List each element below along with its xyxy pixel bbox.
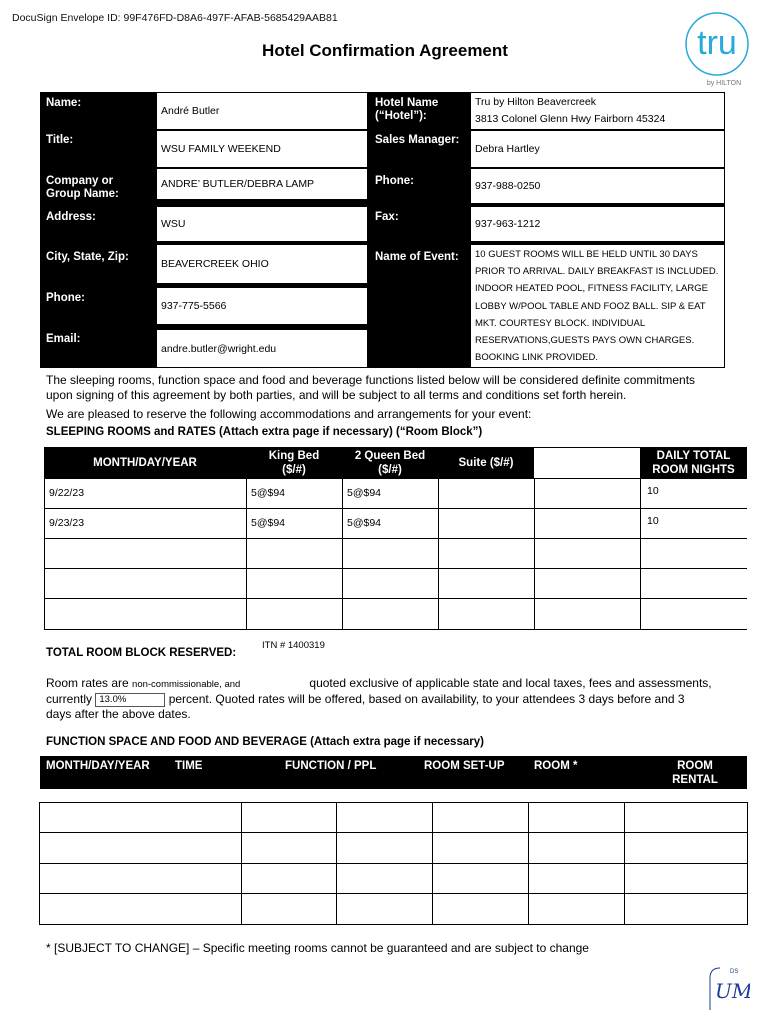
grid-line [39, 924, 748, 925]
intro-line-3: We are pleased to reserve the following accommodations and arrangements for your event: [46, 407, 532, 421]
total-room-block-label: TOTAL ROOM BLOCK RESERVED: [46, 647, 237, 659]
label-sales-manager: Sales Manager: [375, 134, 460, 146]
envelope-id: DocuSign Envelope ID: 99F476FD-D8A6-497F-AFAB-5685429AAB81 [12, 12, 338, 24]
grid-line [534, 479, 535, 630]
footnote: * [SUBJECT TO CHANGE] – Specific meeting rooms cannot be guaranteed and are subject to change [46, 941, 589, 955]
fcol-room: ROOM * [534, 760, 578, 772]
name-field[interactable]: André Butler [156, 92, 368, 130]
grid-line [39, 832, 748, 833]
grid-line [342, 479, 343, 630]
hotel-phone-field[interactable]: 937-988-0250 [470, 168, 725, 204]
hotel-name-line1: Tru by Hilton Beavercreek [475, 96, 596, 108]
col-blank [534, 448, 640, 478]
col-month-day-year: MONTH/DAY/YEAR [93, 457, 197, 469]
docusign-initials[interactable] [708, 966, 750, 1012]
grid-line [44, 598, 747, 599]
event-line: BOOKING LINK PROVIDED. [475, 352, 598, 364]
fcol-setup: ROOM SET-UP [424, 760, 505, 772]
grid-line [39, 893, 748, 894]
grid-line [44, 508, 747, 509]
event-line: RESERVATIONS,GUESTS PAYS OWN CHARGES. [475, 335, 695, 347]
grid-line [44, 568, 747, 569]
document-title: Hotel Confirmation Agreement [262, 41, 508, 60]
col-daily-total-line2: ROOM NIGHTS [652, 464, 735, 476]
event-line: LOBBY W/POOL TABLE AND FOOZ BALL. SIP & EAT [475, 300, 706, 312]
label-company-line1: Company or [46, 175, 114, 187]
logo-subtext: by HILTON [706, 80, 742, 87]
col-daily-total [640, 449, 747, 477]
commission-field[interactable]: non-commissionable, and [132, 679, 241, 690]
rates-line-2 [46, 692, 685, 707]
label-address: Address: [46, 211, 96, 223]
row1-total[interactable]: 10 [647, 485, 659, 497]
email-field[interactable]: andre.butler@wright.edu [156, 329, 368, 368]
row2-total[interactable]: 10 [647, 515, 659, 527]
col-queen-bed [342, 449, 438, 477]
col-queen-bed-line2: ($/#) [378, 464, 402, 476]
fcol-room-rental-line2: RENTAL [672, 774, 718, 786]
rates-line-1 [46, 676, 712, 692]
grid-line [438, 479, 439, 630]
row2-king[interactable]: 5@$94 [251, 517, 286, 529]
fcol-month-day-year: MONTH/DAY/YEAR [46, 760, 150, 772]
row2-date[interactable]: 9/23/23 [49, 517, 85, 529]
city-field[interactable]: BEAVERCREEK OHIO [156, 244, 368, 284]
label-company-line2: Group Name: [46, 188, 119, 200]
function-section-title: FUNCTION SPACE AND FOOD AND BEVERAGE (Attach extra page if necessary) [46, 736, 484, 748]
label-name: Name: [46, 97, 82, 109]
total-room-block-value[interactable]: ITN # 1400319 [262, 640, 325, 651]
hotel-name-field[interactable] [470, 92, 725, 130]
intro-line-1: The sleeping rooms, function space and food and beverage functions listed below will be considered definite commitments [46, 373, 696, 387]
label-phone: Phone: [46, 292, 85, 304]
title-field[interactable]: WSU FAMILY WEEKEND [156, 130, 368, 168]
rates-text: percent. Quoted rates will be offered, based on availability, to your attendees 3 days before and 3 [168, 692, 685, 706]
row2-queen[interactable]: 5@$94 [347, 517, 382, 529]
rates-currently: currently [46, 692, 93, 706]
rates-line-3: days after the above dates. [46, 707, 191, 721]
fcol-time: TIME [175, 760, 203, 772]
row1-queen[interactable]: 5@$94 [347, 487, 382, 499]
fax-field[interactable]: 937-963-1212 [470, 206, 725, 242]
label-city: City, State, Zip: [46, 251, 129, 263]
grid-line [246, 479, 247, 630]
sales-manager-field[interactable]: Debra Hartley [470, 130, 725, 168]
event-line: MKT. COURTESY BLOCK. INDIVIDUAL [475, 317, 646, 329]
phone-field[interactable]: 937-775-5566 [156, 287, 368, 325]
rates-text: Room rates are [46, 676, 129, 690]
col-queen-bed-line1: 2 Queen Bed [354, 450, 426, 462]
col-king-bed-line2: ($/#) [282, 464, 306, 476]
label-email: Email: [46, 333, 81, 345]
event-line: INDOOR HEATED POOL, FITNESS FACILITY, LARGE [475, 283, 708, 295]
function-table [39, 802, 748, 925]
company-field[interactable]: ANDRE’ BUTLER/DEBRA LAMP [156, 168, 368, 200]
sleeping-rooms-table [44, 479, 747, 630]
grid-line [44, 629, 747, 630]
label-hotel-name-line2: (“Hotel”): [375, 110, 427, 122]
label-fax: Fax: [375, 211, 399, 223]
grid-line [39, 802, 748, 803]
address-field[interactable]: WSU [156, 206, 368, 242]
tax-percent-field[interactable]: 13.0% [95, 693, 165, 707]
ds-initials: UM [715, 979, 750, 1003]
event-line: 10 GUEST ROOMS WILL BE HELD UNTIL 30 DAYS [475, 249, 698, 260]
col-daily-total-line1: DAILY TOTAL [656, 450, 731, 462]
label-hotel-phone: Phone: [375, 175, 414, 187]
logo-text: tru [697, 24, 737, 62]
row1-king[interactable]: 5@$94 [251, 487, 286, 499]
grid-line [39, 863, 748, 864]
ds-label: DS [730, 969, 739, 975]
fcol-room-rental [660, 759, 730, 787]
col-king-bed-line1: King Bed [268, 450, 320, 462]
col-suite: Suite ($/#) [458, 457, 514, 469]
event-name-field[interactable] [470, 244, 725, 368]
grid-line [44, 538, 747, 539]
row1-date[interactable]: 9/22/23 [49, 487, 85, 499]
label-company [46, 175, 119, 201]
fcol-function: FUNCTION / PPL [285, 760, 377, 772]
col-king-bed [246, 449, 342, 477]
fcol-room-rental-line1: ROOM [677, 760, 713, 772]
label-event-name: Name of Event: [375, 251, 459, 263]
sleeping-section-title: SLEEPING ROOMS and RATES (Attach extra page if necessary) (“Room Block”) [46, 426, 483, 438]
label-title: Title: [46, 134, 74, 146]
label-hotel-name [375, 97, 438, 123]
rates-text: quoted exclusive of applicable state and local taxes, fees and assessments, [309, 676, 712, 690]
event-line: PRIOR TO ARRIVAL. DAILY BREAKFAST IS INCLUDED. [475, 266, 719, 278]
hotel-name-line2: 3813 Colonel Glenn Hwy Fairborn 45324 [475, 113, 666, 125]
label-hotel-name-line1: Hotel Name [375, 97, 439, 109]
intro-line-2: upon signing of this agreement by both parties, and will be subject to all terms and conditions set forth herein. [46, 388, 627, 402]
grid-line [640, 479, 641, 630]
grid-line [44, 479, 45, 630]
